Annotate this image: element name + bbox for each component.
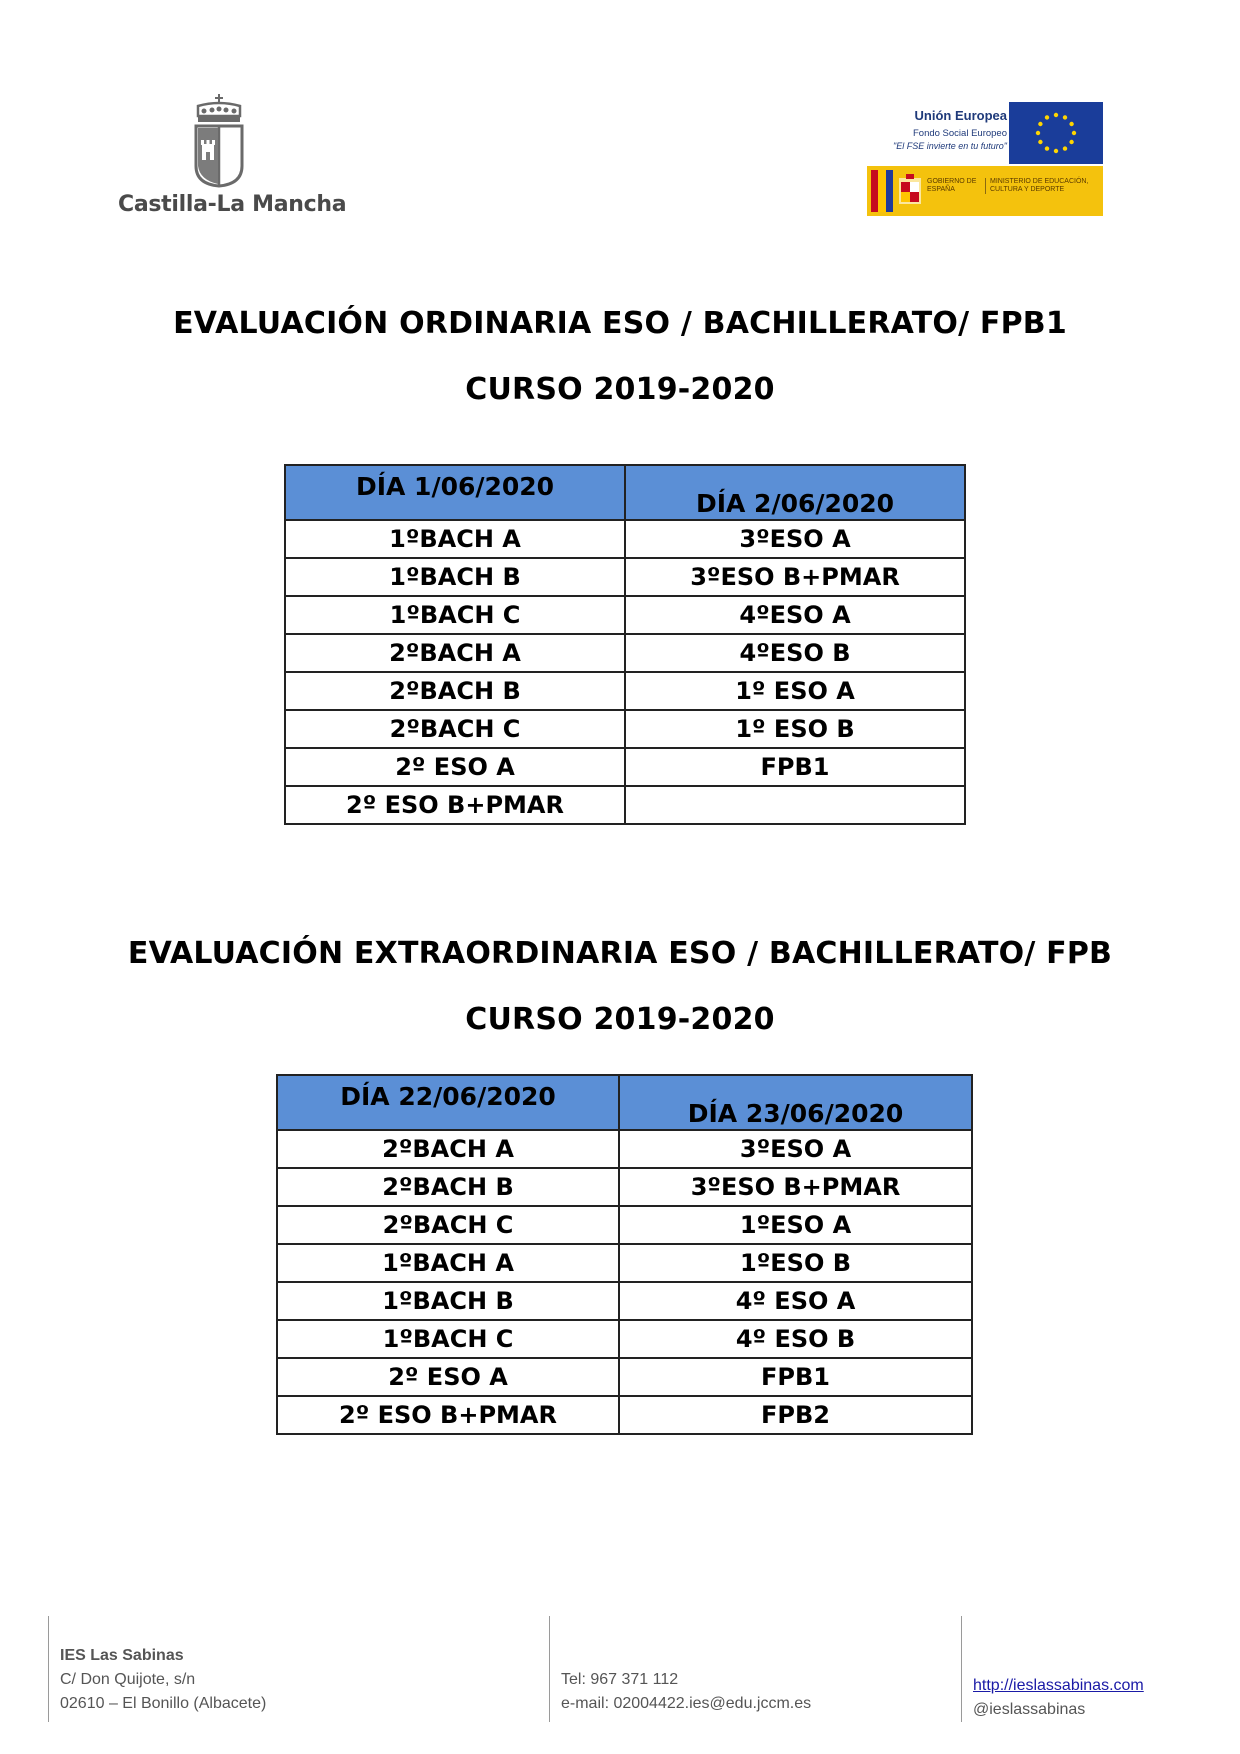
table-cell: 3ºESO B+PMAR: [619, 1168, 972, 1206]
castilla-la-mancha-logo: [112, 92, 347, 222]
table-cell: FPB1: [619, 1358, 972, 1396]
table-cell: [625, 786, 965, 824]
email-address: e-mail: 02004422.ies@edu.jccm.es: [561, 1695, 812, 1712]
table-cell: 4º ESO A: [619, 1282, 972, 1320]
table-row: [277, 1396, 972, 1434]
government-ministry-banner: [867, 166, 1103, 216]
castle-emblem-icon: [190, 92, 248, 188]
table-cell: 2ºBACH A: [285, 634, 625, 672]
table-row: [285, 672, 965, 710]
table-row: [277, 1320, 972, 1358]
table-cell: 1º ESO B: [625, 710, 965, 748]
table-row: [285, 520, 965, 558]
table-cell: 3ºESO A: [619, 1130, 972, 1168]
table-cell: 1ºBACH C: [285, 596, 625, 634]
ministerio-text: MINISTERIO DE EDUCACIÓN, CULTURA Y DEPORTE: [985, 178, 1106, 194]
table-cell: 1ºBACH A: [277, 1244, 619, 1282]
eu-flag-icon: [1009, 102, 1103, 164]
footer-divider: [549, 1616, 550, 1722]
eu-slogan: "El FSE invierte en tu futuro": [893, 141, 1007, 151]
website-link[interactable]: http://ieslassabinas.com: [973, 1677, 1144, 1694]
table-row: [277, 1282, 972, 1320]
table-row: [285, 558, 965, 596]
table-cell: 1º ESO A: [625, 672, 965, 710]
extraordinary-title: EVALUACIÓN EXTRAORDINARIA ESO / BACHILLERATO/ FPB: [127, 936, 1113, 971]
extraordinary-schedule-table: [276, 1074, 973, 1435]
table-cell: 3ºESO B+PMAR: [625, 558, 965, 596]
table-cell: 2º ESO B+PMAR: [285, 786, 625, 824]
eu-fund: Fondo Social Europeo: [912, 128, 1007, 139]
table-row: [277, 1244, 972, 1282]
table-cell: 1ºESO B: [619, 1244, 972, 1282]
school-city: 02610 – El Bonillo (Albacete): [60, 1695, 267, 1712]
column-header-day-1: DÍA 22/06/2020: [277, 1075, 619, 1130]
table-row: [277, 1168, 972, 1206]
table-cell: FPB1: [625, 748, 965, 786]
table-cell: 2ºBACH C: [285, 710, 625, 748]
table-cell: 3ºESO A: [625, 520, 965, 558]
table-cell: 1ºBACH B: [277, 1282, 619, 1320]
column-header-day-2: DÍA 23/06/2020: [619, 1075, 972, 1130]
table-row: [277, 1206, 972, 1244]
ordinary-schedule-table: [284, 464, 966, 825]
table-cell: 2ºBACH B: [277, 1168, 619, 1206]
table-row: [285, 634, 965, 672]
footer-contact-block: [561, 1668, 811, 1716]
eu-name: Unión Europea: [914, 108, 1007, 123]
footer-divider: [48, 1616, 49, 1722]
table-row: [285, 748, 965, 786]
social-handle: @ieslassabinas: [973, 1701, 1086, 1718]
table-cell: 2ºBACH C: [277, 1206, 619, 1244]
table-row: [285, 596, 965, 634]
table-cell: 4ºESO A: [625, 596, 965, 634]
table-cell: 1ºESO A: [619, 1206, 972, 1244]
castilla-la-mancha-logo-text: Castilla-La Mancha: [118, 192, 347, 217]
table-row: [285, 786, 965, 824]
school-name: IES Las Sabinas: [60, 1647, 184, 1664]
table-header-row: [285, 465, 965, 520]
table-row: [285, 710, 965, 748]
table-cell: 4º ESO B: [619, 1320, 972, 1358]
footer-divider: [961, 1616, 962, 1722]
table-cell: 2ºBACH B: [285, 672, 625, 710]
table-row: [277, 1130, 972, 1168]
table-cell: FPB2: [619, 1396, 972, 1434]
table-cell: 4ºESO B: [625, 634, 965, 672]
ordinary-course: CURSO 2019-2020: [465, 372, 775, 407]
table-cell: 2º ESO A: [285, 748, 625, 786]
column-header-day-2: DÍA 2/06/2020: [625, 465, 965, 520]
column-header-day-1: DÍA 1/06/2020: [285, 465, 625, 520]
footer-web-block: [973, 1674, 1144, 1722]
table-cell: 2º ESO B+PMAR: [277, 1396, 619, 1434]
ordinary-title: EVALUACIÓN ORDINARIA ESO / BACHILLERATO/ FPB1: [173, 306, 1067, 341]
footer-address-block: [60, 1644, 266, 1716]
spain-flag-icon: [871, 170, 893, 212]
table-row: [277, 1358, 972, 1396]
table-header-row: [277, 1075, 972, 1130]
table-cell: 1ºBACH B: [285, 558, 625, 596]
table-cell: 2º ESO A: [277, 1358, 619, 1396]
extraordinary-course: CURSO 2019-2020: [465, 1002, 775, 1037]
spain-coat-of-arms-icon: [897, 174, 923, 208]
table-cell: 1ºBACH A: [285, 520, 625, 558]
eu-fse-logo: [867, 102, 1103, 216]
eu-banner: [867, 102, 1103, 164]
school-address: C/ Don Quijote, s/n: [60, 1671, 196, 1688]
table-cell: 2ºBACH A: [277, 1130, 619, 1168]
table-cell: 1ºBACH C: [277, 1320, 619, 1358]
gobierno-espana-text: GOBIERNO DE ESPAÑA: [927, 178, 977, 193]
phone-number: Tel: 967 371 112: [561, 1671, 679, 1688]
